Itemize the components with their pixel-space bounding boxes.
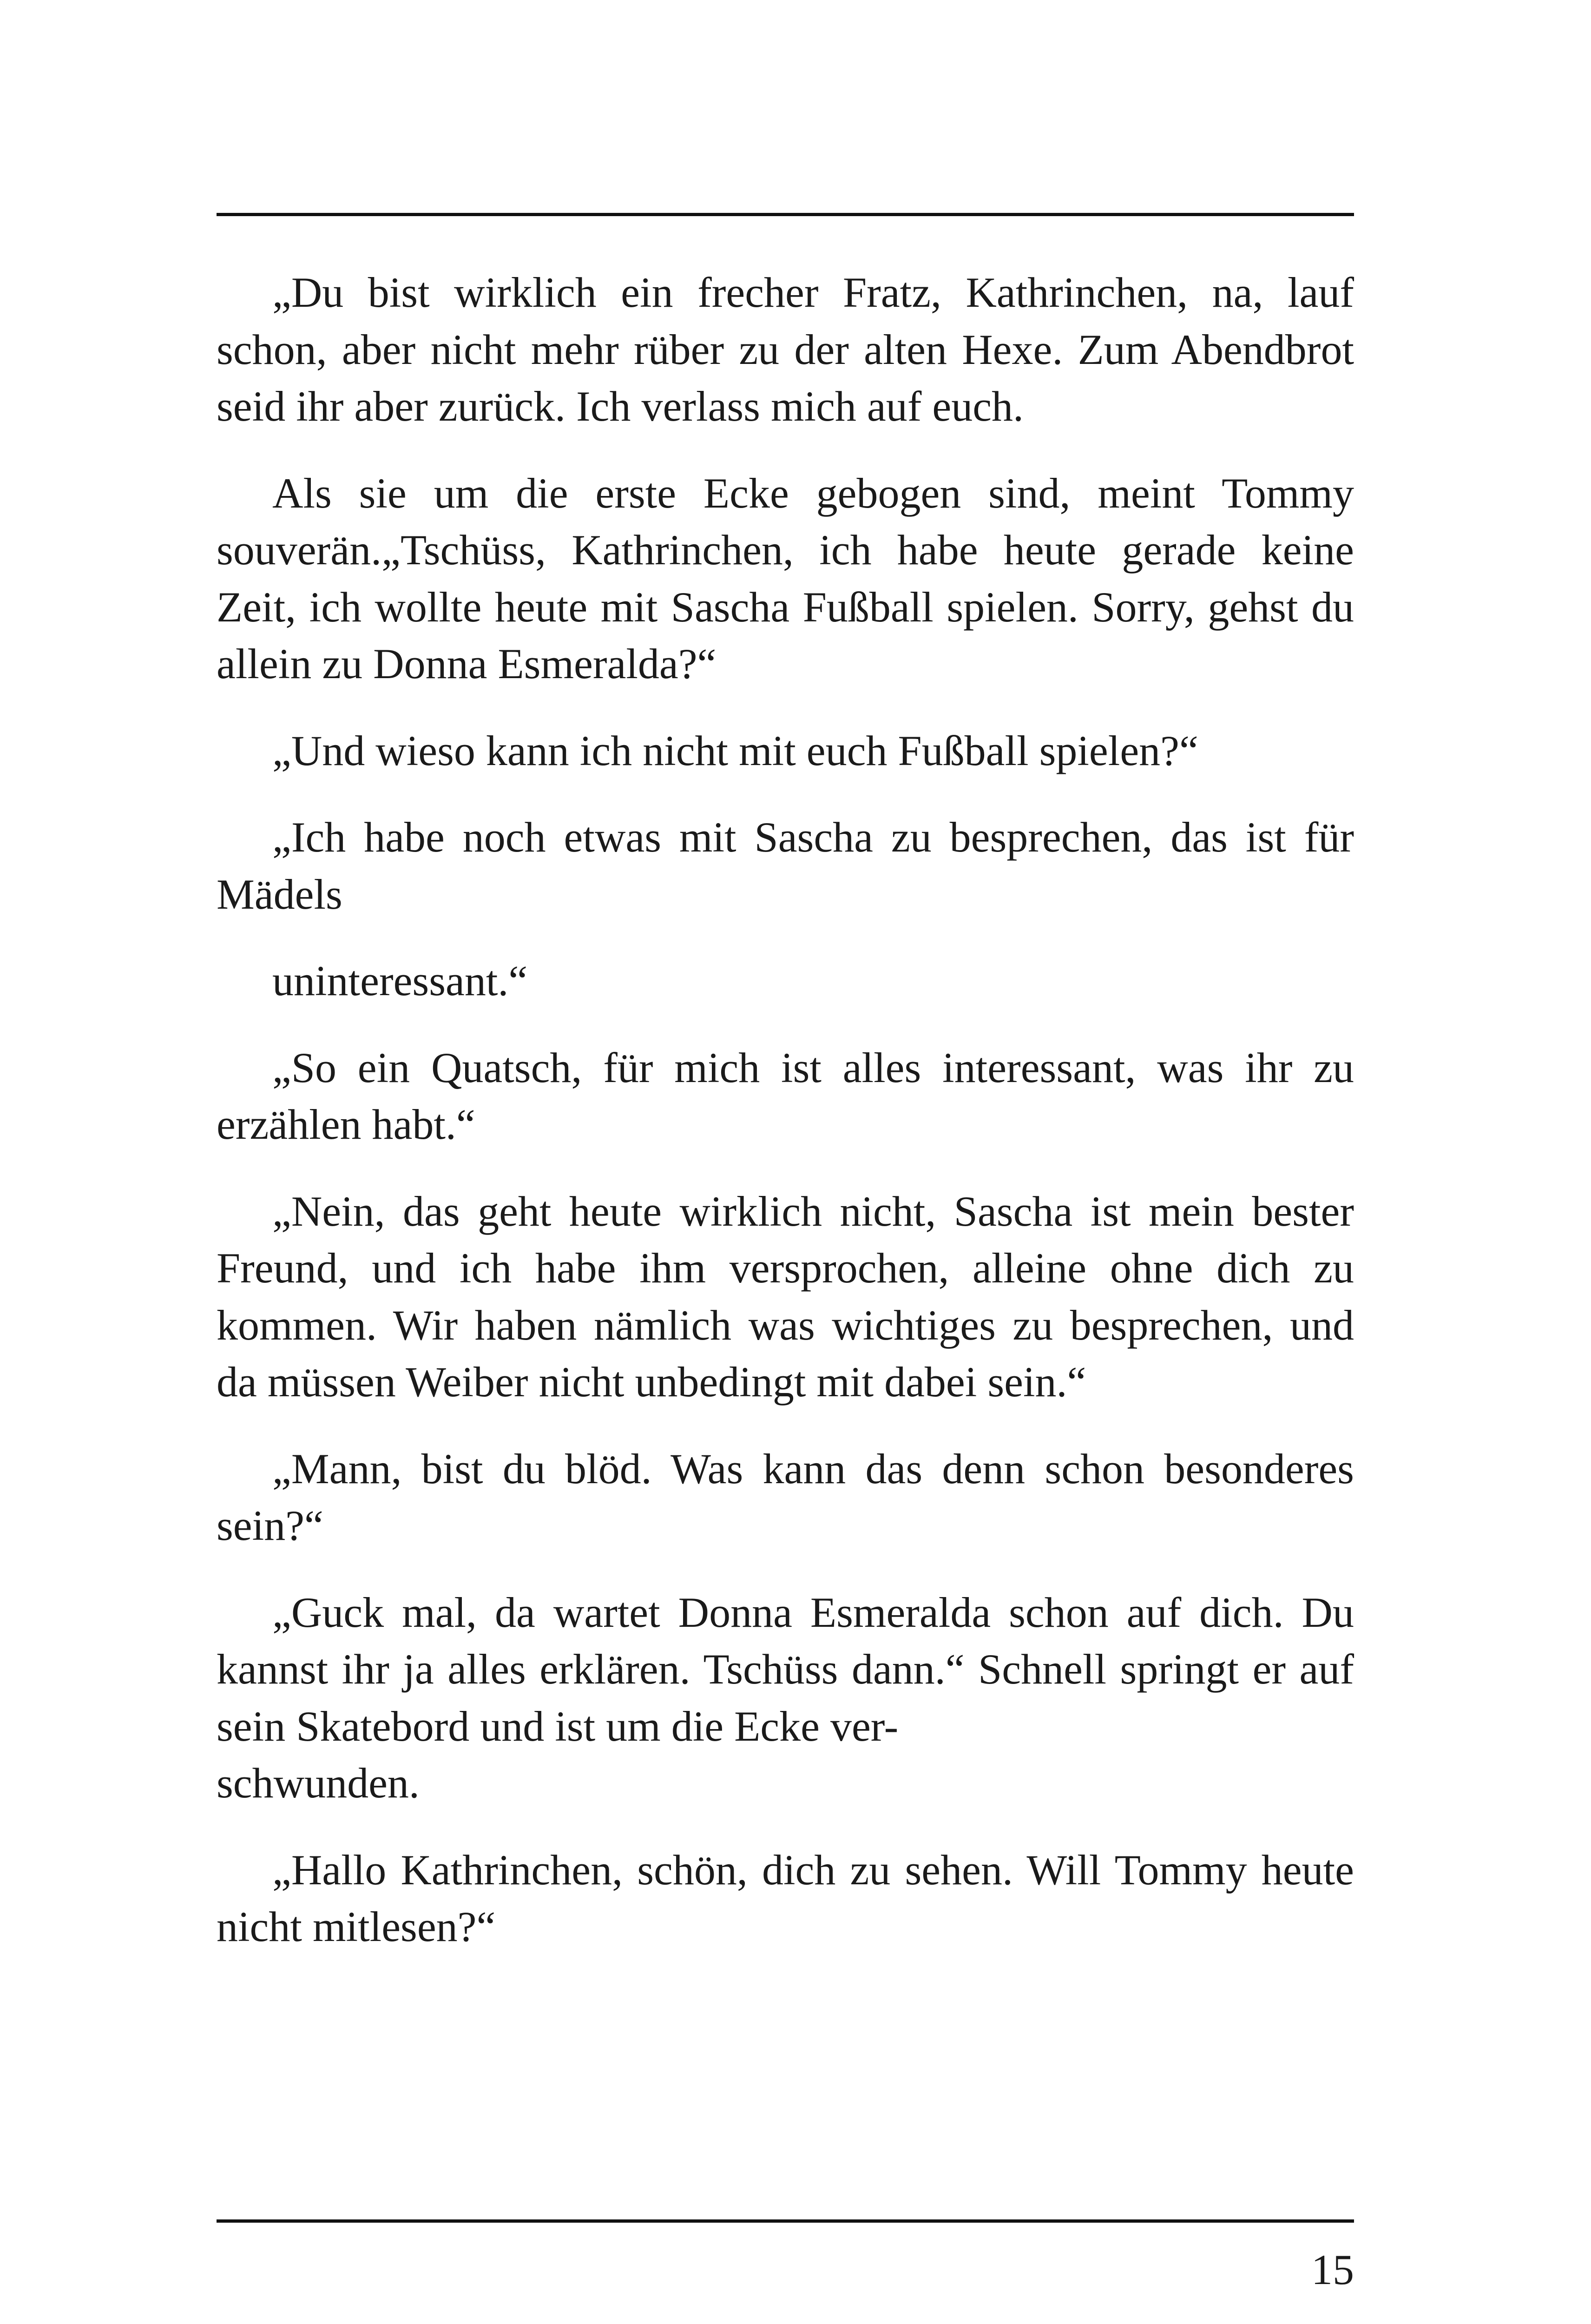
page-number: 15 xyxy=(1311,2246,1354,2293)
footer-rule xyxy=(217,2219,1354,2223)
paragraph-1: „Du bist wirklich ein frecher Fratz, Kathrinchen, na, lauf schon, aber nicht mehr rüber zu der alten Hexe. Zum Abendbrot seid ihr aber zurück. Ich verlass mich auf euch. xyxy=(217,269,1354,430)
paragraph-10: „Hallo Kathrinchen, schön, dich zu sehen. Will Tommy heute nicht mitlesen?“ xyxy=(217,1846,1354,1950)
paragraph-8: „Mann, bist du blöd. Was kann das denn schon besonderes sein?“ xyxy=(217,1445,1354,1549)
paragraph-3: „Und wieso kann ich nicht mit euch Fußball spielen?“ xyxy=(272,726,1198,774)
paragraph-7: „Nein, das geht heute wirklich nicht, Sascha ist mein bester Freund, und ich habe ihm versprochen, alleine ohne dich zu kommen. Wir haben nämlich was wichtiges zu besprechen, und da müssen Weiber nicht unbedingt mit dabei sein.“ xyxy=(217,1187,1354,1406)
paragraph-2: Als sie um die erste Ecke gebogen sind, meint Tommy souverän.„Tschüss, Kathrinchen, ich habe heute gerade keine Zeit, ich wollte heute mit Sascha Fußball spielen. Sorry, gehst du allein zu Donna Esmeralda?“ xyxy=(217,469,1354,687)
paragraph-9: „Guck mal, da wartet Donna Esmeralda schon auf dich. Du kannst ihr ja alles erklären. Tschüss dann.“ Schnell springt er auf sein Skatebord und ist um die Ecke ver- schwunden. xyxy=(217,1588,1354,1807)
paragraph-5: uninteressant.“ xyxy=(272,957,528,1004)
header-rule xyxy=(217,213,1354,216)
paragraph-6: „So ein Quatsch, für mich ist alles interessant, was ihr zu erzählen habt.“ xyxy=(217,1043,1354,1148)
body-text xyxy=(217,264,1354,1985)
paragraph-4: „Ich habe noch etwas mit Sascha zu besprechen, das ist für Mädels xyxy=(217,813,1354,918)
